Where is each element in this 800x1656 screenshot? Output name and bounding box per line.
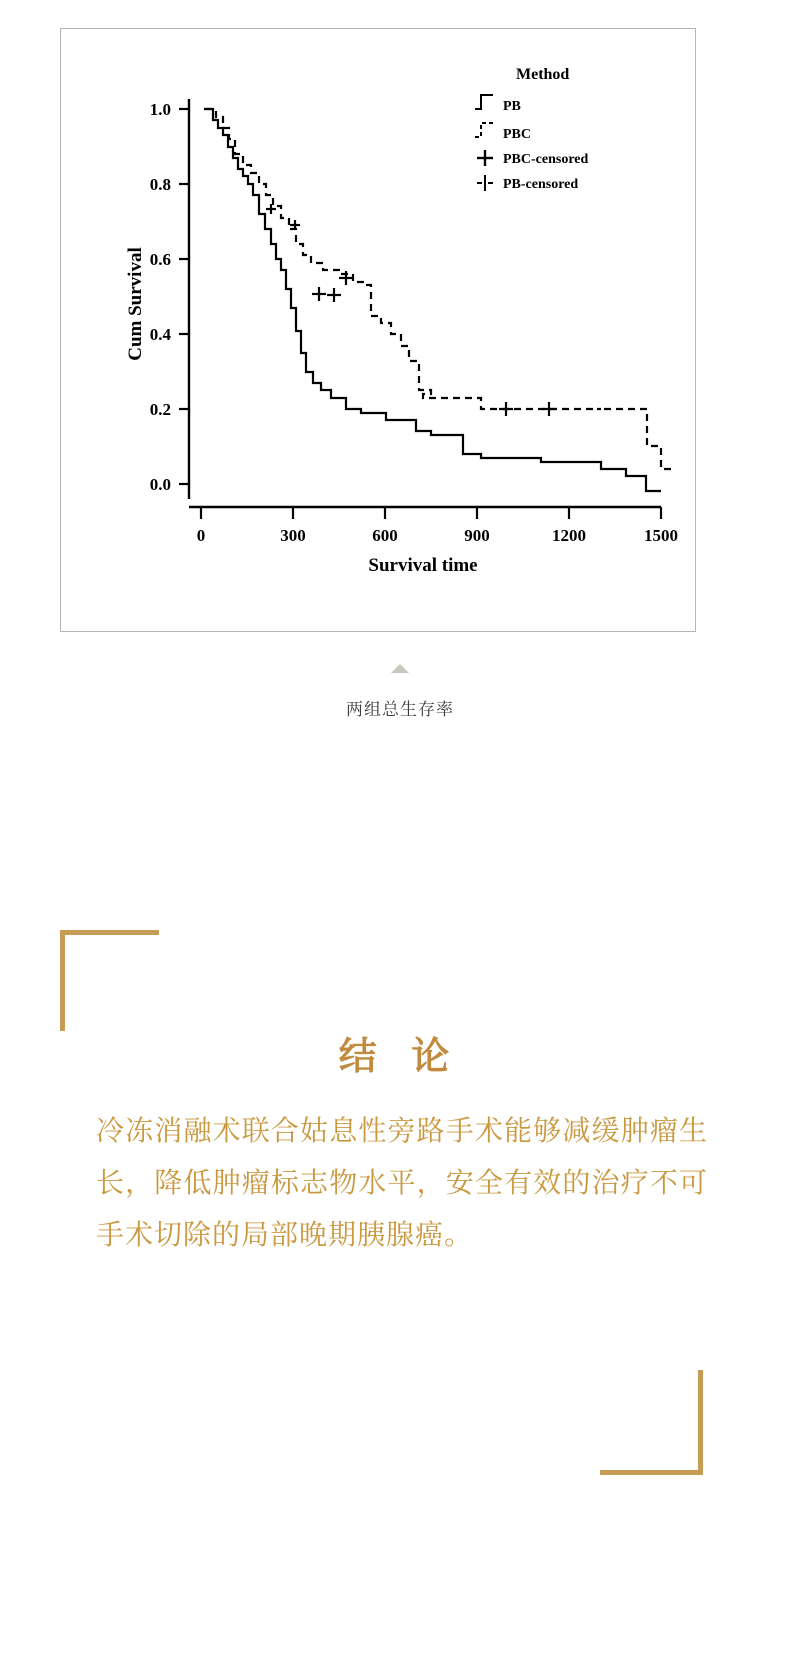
x-tick-label: 1500 — [644, 526, 678, 545]
chart-legend — [475, 66, 588, 192]
figure-caption: 两组总生存率 — [346, 700, 454, 719]
y-tick-label: 1.0 — [149, 100, 171, 119]
legend-entry-pbc: PBC — [503, 127, 531, 142]
y-tick-label: 0.0 — [149, 475, 171, 494]
y-tick-label: 0.8 — [149, 175, 171, 194]
x-tick-label: 0 — [196, 526, 206, 545]
legend-entry-pbc-censored: PBC-censored — [503, 152, 589, 167]
triangle-up-icon — [391, 664, 409, 673]
legend-title: Method — [516, 66, 570, 83]
y-axis-title: Cum Survival — [125, 247, 146, 361]
x-tick-label: 600 — [372, 526, 398, 545]
y-tick-label: 0.4 — [149, 325, 171, 344]
conclusion-title: 结 论 — [338, 1036, 462, 1078]
corner-bracket-bottom-right — [600, 1370, 703, 1475]
x-tick-label: 900 — [464, 526, 490, 545]
legend-entry-pb: PB — [503, 99, 521, 114]
y-tick-label: 0.6 — [149, 250, 171, 269]
legend-entry-pb-censored: PB-censored — [503, 177, 579, 192]
corner-bracket-top-left — [60, 930, 159, 1031]
chart-axes — [179, 99, 661, 519]
y-tick-label: 0.2 — [149, 400, 171, 419]
figure-caption-block — [0, 664, 800, 720]
censor-markers-pbc — [266, 204, 353, 302]
survival-chart-panel — [60, 28, 696, 632]
x-tick-label: 300 — [280, 526, 306, 545]
conclusion-section — [0, 900, 800, 1540]
series-pb-line — [204, 109, 661, 491]
x-axis-title: Survival time — [368, 555, 478, 576]
x-tick-label: 1200 — [552, 526, 586, 545]
series-pbc-line — [206, 109, 671, 469]
conclusion-body: 冷冻消融术联合姑息性旁路手术能够减缓肿瘤生长，降低肿瘤标志物水平，安全有效的治疗不可手术切除的局部晚期胰腺癌。 — [96, 1115, 708, 1250]
survival-chart-svg — [61, 29, 695, 631]
